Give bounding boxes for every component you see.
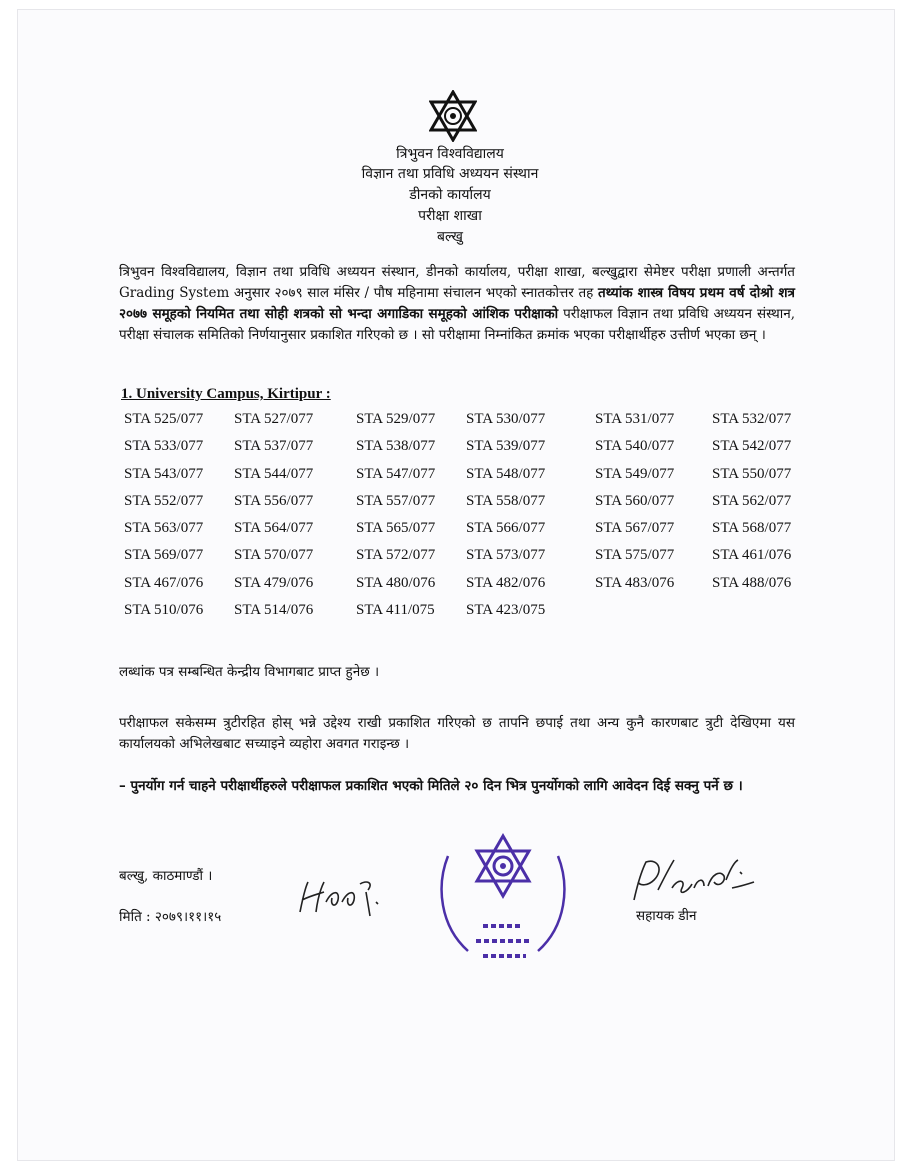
roll-number-cell: STA 531/077 bbox=[595, 411, 675, 427]
header-institute: विज्ञान तथा प्रविधि अध्ययन संस्थान bbox=[361, 166, 539, 182]
roll-number-cell: STA 544/077 bbox=[234, 465, 314, 482]
roll-number-cell: STA 540/077 bbox=[595, 438, 675, 455]
roll-number-cell: STA 564/077 bbox=[234, 520, 314, 537]
header-place: बल्खु bbox=[437, 229, 463, 245]
roll-number-cell: STA 558/077 bbox=[466, 492, 546, 509]
roll-number-cell: STA 567/077 bbox=[595, 520, 675, 537]
roll-number-cell: STA 479/076 bbox=[234, 574, 314, 591]
roll-number-cell: STA 566/077 bbox=[466, 520, 546, 537]
roll-number-cell: STA 537/077 bbox=[234, 438, 314, 455]
roll-number-cell: STA 510/076 bbox=[124, 602, 204, 619]
intro-text-bold: तथ्यांक शास्त्र विषय प्रथम वर्ष दोश्रो शत्र २०७७ समूहको नियमित तथा सोही शत्रको सो भन्दा अगाडिका समूहको आंशिक परीक्षाको bbox=[119, 285, 795, 322]
roll-number-cell: STA 563/077 bbox=[124, 520, 204, 537]
retotal-note: – पुनर्योग गर्न चाहने परीक्षार्थीहरुले परीक्षाफल प्रकाशित भएको मितिले २० दिन भित्र पुनर्योगको लागि आवेदन दिई सक्नु पर्ने छ । bbox=[119, 778, 743, 794]
roll-number-cell: STA 525/077 bbox=[124, 411, 204, 427]
signatory-title: सहायक डीन bbox=[636, 908, 697, 924]
roll-number-cell: STA 411/075 bbox=[356, 602, 435, 619]
roll-number-cell: STA 488/076 bbox=[712, 574, 792, 591]
roll-number-cell: STA 467/076 bbox=[124, 574, 204, 591]
roll-number-cell: STA 533/077 bbox=[124, 438, 204, 455]
official-stamp bbox=[428, 826, 578, 976]
roll-number-cell: STA 550/077 bbox=[712, 465, 792, 482]
roll-number-cell: STA 562/077 bbox=[712, 492, 792, 509]
roll-number-cell: STA 575/077 bbox=[595, 547, 675, 564]
roll-number-cell: STA 557/077 bbox=[356, 492, 436, 509]
roll-number-cell: STA 529/077 bbox=[356, 411, 436, 427]
intro-text-1: त्रिभुवन विश्वविद्यालय, विज्ञान तथा प्रविधि अध्ययन संस्थान, डीनको कार्यालय, परीक्षा शाखा, बल्खुद्वारा सेमेष्टर परीक्षा प्रणाली अन्तर्गत Grading System अनुसार २०७९ साल मंसिर / पौष महिनामा संचालन भएको स्नातकोत्तर तह bbox=[119, 264, 795, 301]
marksheet-note: लब्धांक पत्र सम्बन्धित केन्द्रीय विभागबाट प्राप्त हुनेछ । bbox=[119, 664, 380, 680]
roll-number-cell: STA 514/076 bbox=[234, 602, 314, 619]
header-office: डीनको कार्यालय bbox=[409, 187, 491, 203]
header-section: परीक्षा शाखा bbox=[418, 208, 482, 224]
roll-number-cell: STA 560/077 bbox=[595, 492, 675, 509]
roll-number-cell: STA 538/077 bbox=[356, 438, 436, 455]
roll-number-cell: STA 480/076 bbox=[356, 574, 436, 591]
roll-number-cell: STA 565/077 bbox=[356, 520, 436, 537]
roll-number-cell: STA 573/077 bbox=[466, 547, 546, 564]
roll-number-cell: STA 552/077 bbox=[124, 492, 204, 509]
roll-number-cell: STA 542/077 bbox=[712, 438, 792, 455]
error-note: परीक्षाफल सकेसम्म त्रुटीरहित होस् भन्ने उद्देश्य राखी प्रकाशित गरिएको छ तापनि छपाई तथा अन्य कुनै कारणबाट त्रुटी देखिएमा यस कार्यालयको अभिलेखबाट सच्याइने व्यहोरा अवगत गराइन्छ । bbox=[119, 715, 795, 752]
roll-number-cell: STA 543/077 bbox=[124, 465, 204, 482]
roll-number-cell: STA 423/075 bbox=[466, 602, 546, 619]
roll-number-cell: STA 532/077 bbox=[712, 411, 792, 427]
roll-number-cell: STA 568/077 bbox=[712, 520, 792, 537]
handwritten-signature bbox=[628, 852, 758, 908]
university-logo-icon bbox=[429, 90, 477, 142]
roll-number-cell: STA 570/077 bbox=[234, 547, 314, 564]
roll-number-cell: STA 530/077 bbox=[466, 411, 546, 427]
roll-number-cell: STA 461/076 bbox=[712, 547, 792, 564]
footer-date: मिति : २०७९।११।१५ bbox=[119, 909, 222, 925]
header-university: त्रिभुवन विश्वविद्यालय bbox=[396, 146, 504, 162]
roll-number-cell: STA 569/077 bbox=[124, 547, 204, 564]
roll-number-cell: STA 527/077 bbox=[234, 411, 314, 427]
roll-number-cell: STA 572/077 bbox=[356, 547, 436, 564]
roll-number-cell: STA 548/077 bbox=[466, 465, 546, 482]
campus-title: 1. University Campus, Kirtipur : bbox=[121, 386, 331, 402]
intro-text-2: परीक्षाफल विज्ञान तथा प्रविधि अध्ययन संस्थान, परीक्षा संचालक समितिको निर्णयानुसार प्रकाशित गरिएको छ । सो परीक्षामा निम्नांकित क्रमांक भएका परीक्षार्थीहरु उत्तीर्ण भएका छन् । bbox=[119, 306, 795, 343]
roll-number-cell: STA 547/077 bbox=[356, 465, 436, 482]
roll-number-cell: STA 482/076 bbox=[466, 574, 546, 591]
roll-number-cell: STA 483/076 bbox=[595, 574, 675, 591]
intro-paragraph bbox=[119, 262, 795, 346]
roll-number-cell: STA 556/077 bbox=[234, 492, 314, 509]
roll-number-cell: STA 549/077 bbox=[595, 465, 675, 482]
roll-number-cell: STA 539/077 bbox=[466, 438, 546, 455]
handwritten-initials bbox=[296, 872, 386, 920]
footer-location: बल्खु, काठमाण्डौं । bbox=[119, 868, 213, 884]
